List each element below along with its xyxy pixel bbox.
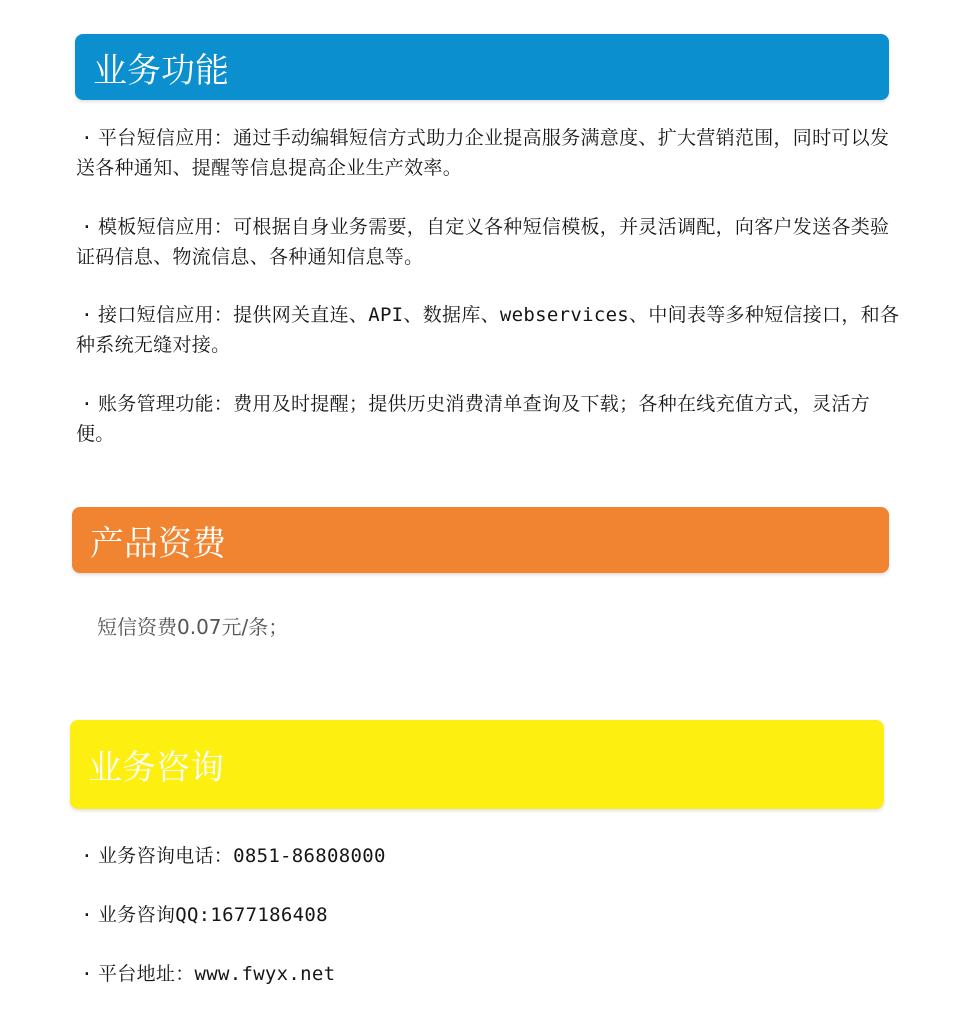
consult-website — [76, 959, 335, 986]
consult-title: 业务咨询 — [88, 748, 224, 788]
bullet-dot: · — [81, 393, 93, 415]
bullet-dot: · — [81, 845, 93, 867]
consult-phone-text: 业务咨询电话：0851-86808000 — [98, 845, 386, 867]
consult-phone — [76, 841, 386, 868]
features-banner — [75, 34, 889, 100]
feature-item-platform-sms — [76, 123, 908, 183]
bullet-dot: · — [81, 963, 93, 985]
feature-item-text: 平台短信应用：通过手动编辑短信方式助力企业提高服务满意度、扩大营销范围，同时可以发送各种通知、提醒等信息提高企业生产效率。 — [76, 127, 890, 179]
features-title: 业务功能 — [93, 50, 229, 91]
feature-item-text: 接口短信应用：提供网关直连、API、数据库、webservices、中间表等多种短信接口，和各种系统无缝对接。 — [76, 304, 900, 356]
consult-qq — [76, 900, 328, 927]
bullet-dot: · — [81, 904, 93, 926]
bullet-dot: · — [81, 127, 93, 149]
pricing-title: 产品资费 — [90, 523, 226, 564]
feature-item-template-sms — [76, 212, 908, 272]
pricing-text: 短信资费0.07元/条； — [97, 615, 289, 639]
consult-website-text: 平台地址：www.fwyx.net — [98, 963, 336, 985]
bullet-dot: · — [81, 304, 93, 326]
consult-banner — [70, 720, 884, 809]
consult-qq-text: 业务咨询QQ:1677186408 — [98, 904, 328, 926]
bullet-dot: · — [81, 216, 93, 238]
feature-item-text: 账务管理功能：费用及时提醒；提供历史消费清单查询及下载；各种在线充值方式，灵活方便。 — [76, 393, 871, 445]
feature-item-interface-sms — [76, 300, 908, 360]
feature-item-text: 模板短信应用：可根据自身业务需要，自定义各种短信模板，并灵活调配，向客户发送各类验证码信息、物流信息、各种通知信息等。 — [76, 216, 890, 268]
pricing-banner — [72, 507, 889, 573]
feature-item-billing — [76, 389, 908, 449]
